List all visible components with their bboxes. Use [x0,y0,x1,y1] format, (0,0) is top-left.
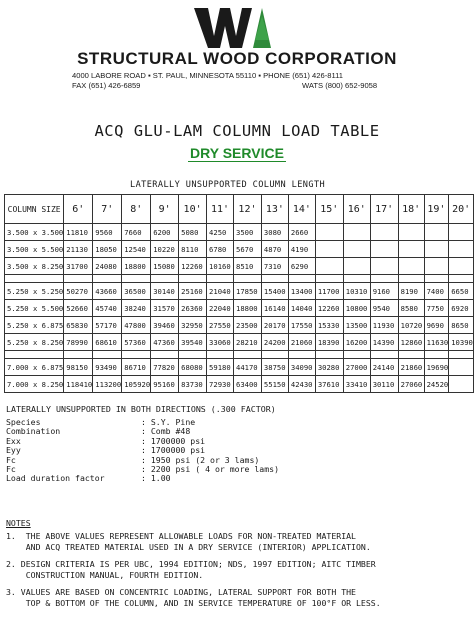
load-value-cell: 12260 [315,300,343,317]
note-item [6,531,468,552]
load-value-cell: 27550 [207,317,234,334]
load-value-cell: 15400 [261,283,288,300]
length-header: 13' [261,195,288,224]
load-value-cell: 4870 [261,241,288,258]
note-line: 2. DESIGN CRITERIA IS PER UBC, 1994 EDITION; NDS, 1997 EDITION; AITC TIMBER [6,559,376,570]
spacer-cell [5,275,64,283]
load-value-cell: 16200 [343,334,370,351]
load-value-cell: 65830 [64,317,93,334]
length-header: 7' [93,195,122,224]
load-value-cell: 36500 [122,283,151,300]
load-value-cell: 15330 [315,317,343,334]
load-value-cell: 83730 [179,376,207,393]
spacer-cell [122,351,151,359]
load-value-cell [398,241,424,258]
length-header: 14' [288,195,315,224]
spacer-cell [207,351,234,359]
load-value-cell [449,224,474,241]
load-value-cell [449,359,474,376]
load-value-cell: 18390 [315,334,343,351]
load-value-cell: 6780 [207,241,234,258]
load-value-cell: 12260 [179,258,207,275]
load-value-cell: 42430 [288,376,315,393]
load-value-cell: 33410 [343,376,370,393]
load-value-cell: 27000 [343,359,370,376]
load-value-cell: 9560 [93,224,122,241]
load-value-cell: 6290 [288,258,315,275]
spacer-cell [370,275,398,283]
load-value-cell: 95160 [151,376,179,393]
load-value-cell: 45740 [93,300,122,317]
spacer-cell [234,351,262,359]
load-value-cell: 33060 [207,334,234,351]
column-size-cell: 3.500 x 8.250 [5,258,64,275]
load-value-cell: 8510 [234,258,262,275]
load-value-cell: 72930 [207,376,234,393]
property-value: : 1.00 [141,473,171,484]
property-label: Eyy [6,445,21,456]
length-header: 19' [424,195,449,224]
spacer-cell [261,351,288,359]
load-value-cell: 52660 [64,300,93,317]
spacer-cell [234,275,262,283]
load-value-cell: 34090 [288,359,315,376]
note-line: TOP & BOTTOM OF THE COLUMN, AND IN SERVICE TEMPERATURE OF 100°F OR LESS. [6,597,381,608]
spacer-cell [64,275,93,283]
load-value-cell: 3080 [261,224,288,241]
load-value-cell [370,258,398,275]
company-fax: FAX (651) 426-6859 [72,81,141,90]
note-line: 1. THE ABOVE VALUES REPRESENT ALLOWABLE LOADS FOR NON-TREATED MATERIAL [6,531,356,541]
load-value-cell: 26360 [179,300,207,317]
load-value-cell: 55150 [261,376,288,393]
table-row [5,258,474,275]
property-label: Fc [6,454,16,465]
load-value-cell: 6920 [449,300,474,317]
table-row [5,376,474,393]
spacer-cell [179,275,207,283]
column-size-cell: 3.500 x 3.500 [5,224,64,241]
spacer-cell [343,351,370,359]
spacer-cell [93,351,122,359]
load-value-cell: 68080 [179,359,207,376]
load-value-cell: 2660 [288,224,315,241]
length-header: 20' [449,195,474,224]
property-value: : 2200 psi ( 4 or more lams) [141,463,280,474]
spacer-cell [64,351,93,359]
spacer-cell [5,351,64,359]
load-value-cell [370,241,398,258]
spacer-cell [398,351,424,359]
length-header: 9' [151,195,179,224]
load-value-cell [315,258,343,275]
load-value-cell: 27060 [398,376,424,393]
load-value-cell: 77820 [151,359,179,376]
load-value-cell [343,258,370,275]
load-value-cell: 10220 [151,241,179,258]
company-wats: WATS (800) 652-9058 [302,81,378,90]
load-value-cell: 12860 [398,334,424,351]
load-value-cell: 7750 [424,300,449,317]
load-value-cell: 5080 [179,224,207,241]
column-size-cell: 5.250 x 8.250 [5,334,64,351]
load-value-cell: 24200 [261,334,288,351]
load-value-cell [449,241,474,258]
load-value-cell: 39540 [179,334,207,351]
spacer-cell [93,275,122,283]
load-value-cell [449,258,474,275]
load-value-cell: 47800 [122,317,151,334]
note-line: AND ACQ TREATED MATERIAL USED IN A DRY SERVICE (INTERIOR) APPLICATION. [6,541,371,552]
load-value-cell: 105920 [122,376,151,393]
load-value-cell: 15080 [151,258,179,275]
length-header: 11' [207,195,234,224]
column-size-cell: 3.500 x 5.500 [5,241,64,258]
load-value-cell: 6200 [151,224,179,241]
load-value-cell: 13500 [343,317,370,334]
load-value-cell: 24140 [370,359,398,376]
table-row [5,334,474,351]
note-item [6,587,468,608]
load-value-cell [398,258,424,275]
property-label: Load duration factor [6,473,105,484]
spacer-cell [288,351,315,359]
note-item [6,559,468,580]
load-value-cell: 18800 [234,300,262,317]
load-value-cell: 8650 [449,317,474,334]
load-value-cell: 5670 [234,241,262,258]
load-value-cell: 31700 [64,258,93,275]
property-label: Species [6,417,41,427]
spacer-cell [122,275,151,283]
note-line: 3. VALUES ARE BASED ON CONCENTRIC LOADING, LATERAL SUPPORT FOR BOTH THE [6,587,356,598]
load-value-cell: 7400 [424,283,449,300]
load-value-cell: 19690 [424,359,449,376]
load-value-cell: 21860 [398,359,424,376]
load-value-cell [424,224,449,241]
load-value-cell: 43660 [93,283,122,300]
load-value-cell [424,241,449,258]
load-value-cell: 98150 [64,359,93,376]
load-value-cell: 38240 [122,300,151,317]
spacer-cell [179,351,207,359]
load-value-cell: 86710 [122,359,151,376]
notes-heading: NOTES [6,518,31,528]
spacer-cell [151,351,179,359]
load-value-cell: 32950 [179,317,207,334]
spacer-cell [151,275,179,283]
load-value-cell: 24520 [424,376,449,393]
spacer-cell [261,275,288,283]
length-header: 18' [398,195,424,224]
column-load-table [4,194,474,393]
spacer-cell [343,275,370,283]
property-label: Exx [6,435,21,446]
load-value-cell: 11930 [370,317,398,334]
load-value-cell: 113200 [93,376,122,393]
load-value-cell: 21130 [64,241,93,258]
load-value-cell: 28210 [234,334,262,351]
lateral-section-heading: LATERALLY UNSUPPORTED IN BOTH DIRECTIONS (.300 FACTOR) [6,404,276,414]
spacer-cell [424,275,449,283]
load-value-cell: 10160 [207,258,234,275]
load-value-cell: 10800 [343,300,370,317]
load-value-cell [398,224,424,241]
table-header-row [5,195,474,224]
load-value-cell: 59180 [207,359,234,376]
spacer-cell [449,351,474,359]
load-value-cell: 38750 [261,359,288,376]
spacer-cell [449,275,474,283]
load-value-cell: 17550 [288,317,315,334]
load-value-cell: 31570 [151,300,179,317]
load-value-cell: 4190 [288,241,315,258]
load-value-cell: 47360 [151,334,179,351]
load-value-cell: 11810 [64,224,93,241]
load-value-cell: 20170 [261,317,288,334]
table-row [5,241,474,258]
property-value: : 1700000 psi [141,445,206,456]
load-value-cell: 30140 [151,283,179,300]
load-value-cell: 93490 [93,359,122,376]
load-value-cell: 14390 [370,334,398,351]
load-value-cell: 8190 [398,283,424,300]
load-value-cell: 18050 [93,241,122,258]
column-size-cell: 7.000 x 8.250 [5,376,64,393]
load-value-cell: 3500 [234,224,262,241]
load-value-cell: 11700 [315,283,343,300]
load-value-cell [370,224,398,241]
load-value-cell: 44170 [234,359,262,376]
load-value-cell: 68610 [93,334,122,351]
property-value: : S.Y. Pine [141,417,196,427]
load-value-cell: 10720 [398,317,424,334]
load-value-cell: 63400 [234,376,262,393]
load-value-cell: 6650 [449,283,474,300]
load-value-cell: 9540 [370,300,398,317]
load-value-cell: 57170 [93,317,122,334]
load-value-cell: 8580 [398,300,424,317]
load-value-cell: 57360 [122,334,151,351]
document-title: ACQ GLU-LAM COLUMN LOAD TABLE [94,122,380,140]
spacer-cell [207,275,234,283]
note-line: CONSTRUCTION MANUAL, FOURTH EDITION. [6,569,204,580]
load-value-cell: 25160 [179,283,207,300]
load-value-cell: 118410 [64,376,93,393]
column-size-header: COLUMN SIZE [5,195,64,224]
column-size-cell: 7.000 x 6.875 [5,359,64,376]
load-value-cell: 4250 [207,224,234,241]
load-value-cell: 17850 [234,283,262,300]
load-value-cell: 10310 [343,283,370,300]
property-value: : Comb #48 [141,426,191,437]
load-value-cell [424,258,449,275]
load-value-cell [449,376,474,393]
load-value-cell: 37610 [315,376,343,393]
group-spacer-row [5,351,474,359]
load-value-cell: 22040 [207,300,234,317]
load-value-cell [343,241,370,258]
load-value-cell [343,224,370,241]
length-header: 6' [64,195,93,224]
load-value-cell: 39460 [151,317,179,334]
load-value-cell: 11630 [424,334,449,351]
load-value-cell: 10390 [449,334,474,351]
load-value-cell: 16140 [261,300,288,317]
load-value-cell: 8110 [179,241,207,258]
load-value-cell: 7310 [261,258,288,275]
length-header: 8' [122,195,151,224]
spacer-cell [398,275,424,283]
length-header: 12' [234,195,262,224]
load-value-cell: 23500 [234,317,262,334]
load-value-cell: 24080 [93,258,122,275]
load-value-cell [315,241,343,258]
column-size-cell: 5.250 x 6.875 [5,317,64,334]
table-row [5,359,474,376]
property-label: Combination [6,426,61,437]
group-spacer-row [5,275,474,283]
property-value: : 1950 psi (2 or 3 lams) [141,454,260,465]
company-name: STRUCTURAL WOOD CORPORATION [77,49,397,68]
notes-section [6,518,468,609]
column-size-cell: 5.250 x 5.250 [5,283,64,300]
property-label: Fc [6,463,16,474]
spacer-cell [288,275,315,283]
table-row [5,283,474,300]
load-value-cell [315,224,343,241]
length-header: 10' [179,195,207,224]
load-value-cell: 21040 [207,283,234,300]
company-address: 4000 LABORE ROAD ▪ ST. PAUL, MINNESOTA 55110 ▪ PHONE (651) 426-8111 [72,71,343,80]
company-logo [192,6,272,50]
column-size-cell: 5.250 x 5.500 [5,300,64,317]
load-value-cell: 50270 [64,283,93,300]
spacer-cell [424,351,449,359]
spacer-cell [315,351,343,359]
load-value-cell: 9690 [424,317,449,334]
table-row [5,300,474,317]
spacer-cell [315,275,343,283]
length-header: 15' [315,195,343,224]
load-value-cell: 13400 [288,283,315,300]
load-value-cell: 7660 [122,224,151,241]
document-subtitle [0,145,474,161]
load-value-cell: 9160 [370,283,398,300]
length-header: 17' [370,195,398,224]
table-heading: LATERALLY UNSUPPORTED COLUMN LENGTH [130,180,326,190]
table-body [5,224,474,393]
load-value-cell: 14040 [288,300,315,317]
load-value-cell: 78990 [64,334,93,351]
load-value-cell: 30110 [370,376,398,393]
load-value-cell: 30280 [315,359,343,376]
load-value-cell: 21060 [288,334,315,351]
table-row [5,224,474,241]
subtitle-text: DRY SERVICE [190,145,284,161]
load-value-cell: 18800 [122,258,151,275]
spacer-cell [370,351,398,359]
property-value: : 1700000 psi [141,435,206,446]
length-header: 16' [343,195,370,224]
load-value-cell: 12540 [122,241,151,258]
table-row [5,317,474,334]
